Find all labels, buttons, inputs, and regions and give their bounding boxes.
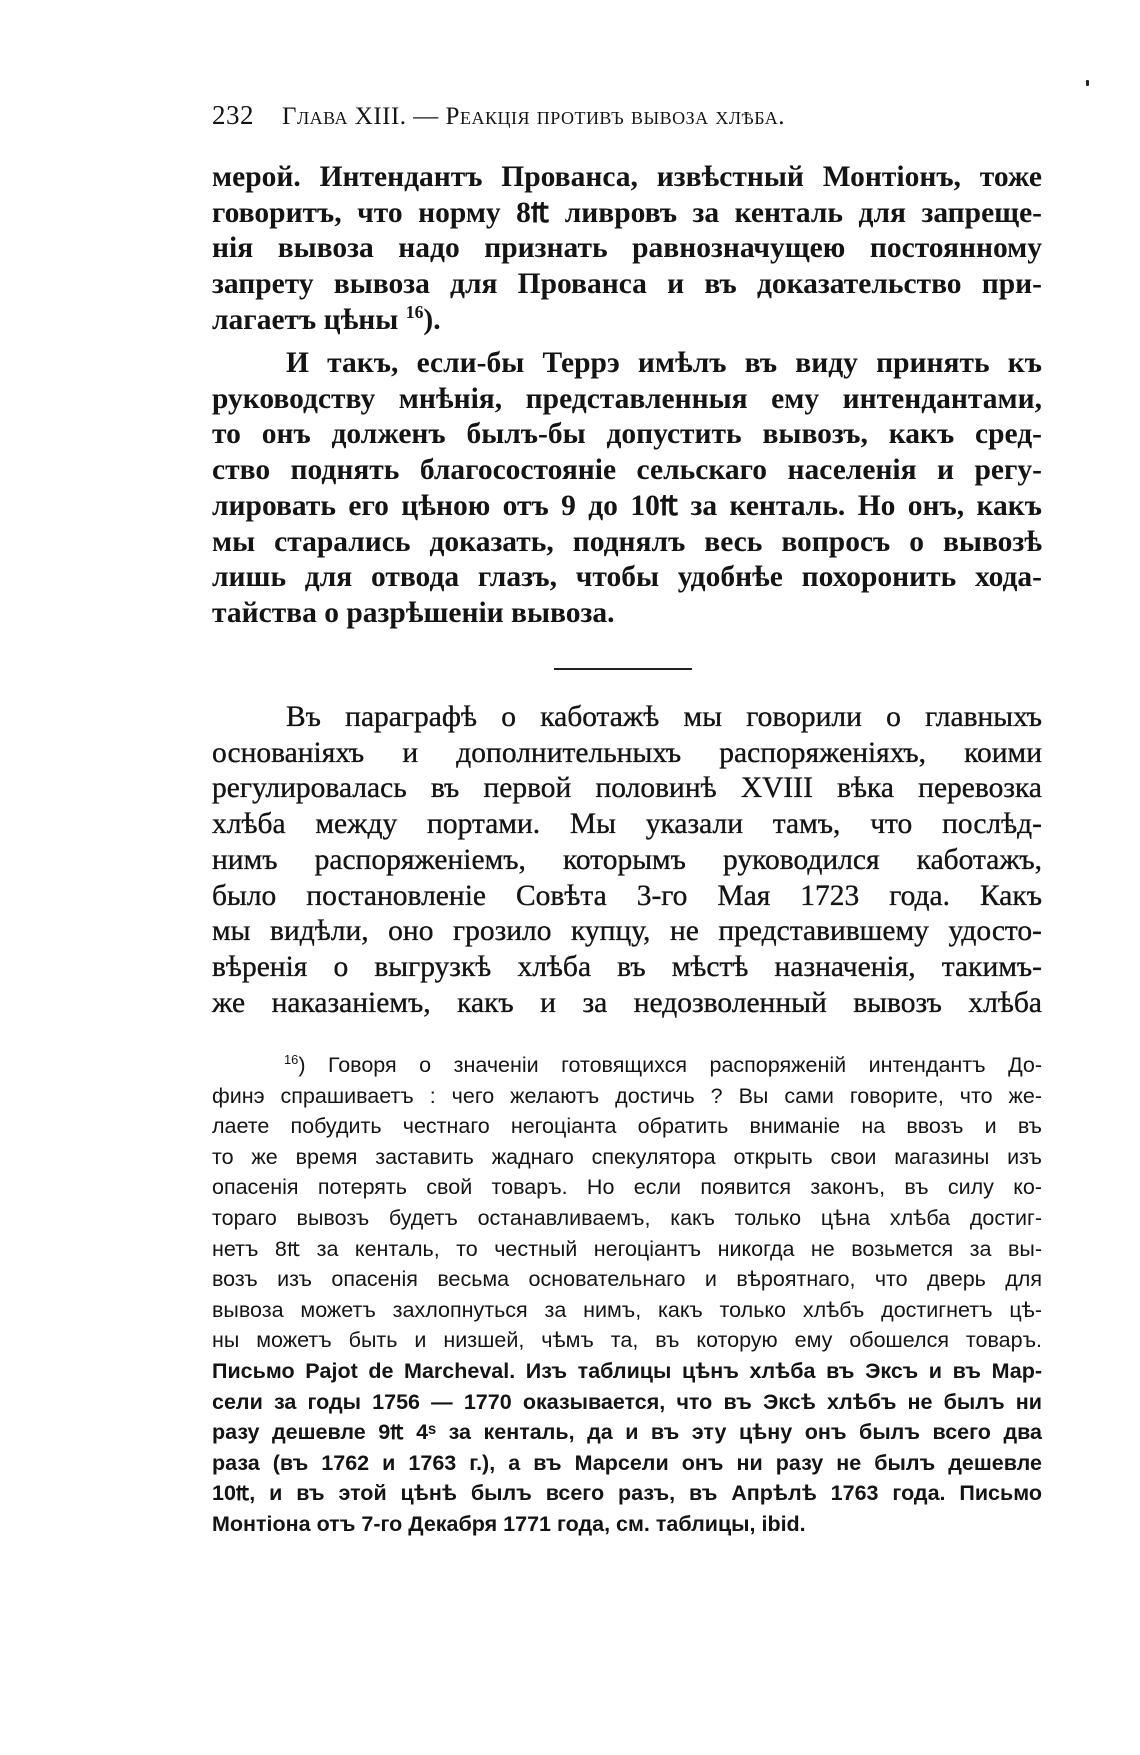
footnote-line: ны можетъ быть и низшей, чѣмъ та, въ которую ему обошелся товаръ. bbox=[212, 1328, 1042, 1353]
text-line: говоритъ, что норму 8₶ ливровъ за кенталь для запреще- bbox=[212, 196, 1042, 229]
footnote-line: тораго вывозъ будетъ останавливаемъ, какъ только цѣна хлѣба достиг- bbox=[212, 1205, 1042, 1230]
text-line: ство поднять благосостояніе сельскаго населенія и регу- bbox=[212, 454, 1042, 487]
text-fragment: лагаетъ цѣны bbox=[212, 303, 399, 336]
footnote-line: вывоза можетъ захлопнуться за нимъ, какъ только хлѣбъ достигнетъ цѣ- bbox=[212, 1297, 1042, 1322]
paragraph-continuation bbox=[212, 160, 1042, 339]
footnote-line: сели за годы 1756 — 1770 оказывается, что въ Эксѣ хлѣбъ не былъ ни bbox=[212, 1389, 1042, 1414]
footnote-line: опасенія потерять свой товаръ. Но если появится законъ, въ силу ко- bbox=[212, 1175, 1042, 1200]
text-line: нимъ распоряженіемъ, которымъ руководился каботажъ, bbox=[212, 843, 1042, 876]
footnote-line: 10₶, и въ этой цѣнѣ былъ всего разъ, въ Апрѣлѣ 1763 года. Письмо bbox=[212, 1481, 1042, 1506]
footnote-marker: 16 bbox=[284, 1051, 299, 1067]
running-title: Глава XIII. — Реакція противъ вывоза хлѣба. bbox=[282, 103, 786, 130]
text-line: лишь для отвода глазъ, чтобы удобнѣе похоронить хода- bbox=[212, 561, 1042, 594]
footnote bbox=[212, 1050, 1042, 1540]
paragraph bbox=[212, 346, 1042, 632]
footnote-line: лаете побудить честнаго негоціанта обратить вниманіе на ввозъ и въ bbox=[212, 1114, 1042, 1139]
text-line: хлѣба между портами. Мы указали тамъ, что послѣд- bbox=[212, 808, 1042, 841]
footnote-line: Монтіона отъ 7-го Декабря 1771 года, см. таблицы, ibid. bbox=[212, 1511, 806, 1536]
text-line: основаніяхъ и дополнительныхъ распоряженіяхъ, коими bbox=[212, 736, 1042, 769]
page-number: 232 bbox=[212, 100, 254, 130]
text-line: то онъ долженъ былъ-бы допустить вывозъ, какъ сред- bbox=[212, 418, 1042, 451]
text-fragment: ) Говоря о значеніи готовящихся распоряженій интендантъ До- bbox=[298, 1053, 1042, 1077]
text-line: тайства о разрѣшеніи вывоза. bbox=[212, 596, 615, 629]
text-line: же наказаніемъ, какъ и за недозволенный вывозъ хлѣба bbox=[212, 986, 1042, 1019]
footnote-line bbox=[212, 1050, 1042, 1081]
text-line: мы видѣли, оно грозило купцу, не представившему удосто- bbox=[212, 915, 1042, 948]
section-divider bbox=[554, 668, 692, 670]
text-line: мерой. Интендантъ Прованса, извѣстный Монтіонъ, тоже bbox=[212, 161, 1042, 193]
text-line: нія вывоза надо признать равнозначущею постоянному bbox=[212, 232, 1042, 265]
text-line: лировать его цѣною отъ 9 до 10₶ за кенталь. Но онъ, какъ bbox=[212, 489, 1042, 522]
footnote-line: финэ спрашиваетъ : чего желаютъ достичь ? Вы сами говорите, что же- bbox=[212, 1083, 1042, 1108]
paragraph bbox=[212, 700, 1042, 1021]
text-line bbox=[212, 303, 1042, 339]
text-fragment: ). bbox=[423, 303, 441, 336]
footnote-line: разу дешевле 9₶ 4ˢ за кенталь, да и въ эту цѣну онъ былъ всего два bbox=[212, 1420, 1042, 1445]
text-line: Въ параграфѣ о каботажѣ мы говорили о главныхъ bbox=[286, 701, 1042, 733]
text-line: регулировалась въ первой половинѣ XVIII вѣка перевозка bbox=[212, 772, 1042, 805]
text-line: мы старались доказать, поднялъ весь вопросъ о вывозѣ bbox=[212, 525, 1042, 558]
text-line: было постановленіе Совѣта 3-го Мая 1723 года. Какъ bbox=[212, 879, 1042, 912]
running-header bbox=[212, 100, 1042, 131]
text-line: запрету вывоза для Прованса и въ доказательство при- bbox=[212, 268, 1042, 301]
footnote-line: возъ изъ опасенія весьма основательнаго и вѣроятнаго, что дверь для bbox=[212, 1267, 1042, 1292]
scan-speck bbox=[1086, 80, 1089, 86]
footnote-reference: 16 bbox=[405, 301, 424, 322]
footnote-line: то же время заставить жаднаго спекулятора открыть свои магазины изъ bbox=[212, 1144, 1042, 1169]
text-line: руководству мнѣнія, представленныя ему интендантами, bbox=[212, 382, 1042, 415]
text-line: И такъ, если-бы Террэ имѣлъ въ виду принять къ bbox=[286, 347, 1042, 379]
text-line: вѣренія о выгрузкѣ хлѣба въ мѣстѣ назначенія, такимъ- bbox=[212, 950, 1042, 983]
footnote-line: нетъ 8₶ за кенталь, то честный негоціантъ никогда не возьмется за вы- bbox=[212, 1236, 1042, 1261]
footnote-line: Письмо Pajot de Marcheval. Изъ таблицы цѣнъ хлѣба въ Эксъ и въ Мар- bbox=[212, 1358, 1042, 1383]
footnote-line: раза (въ 1762 и 1763 г.), а въ Марсели онъ ни разу не былъ дешевле bbox=[212, 1450, 1042, 1475]
